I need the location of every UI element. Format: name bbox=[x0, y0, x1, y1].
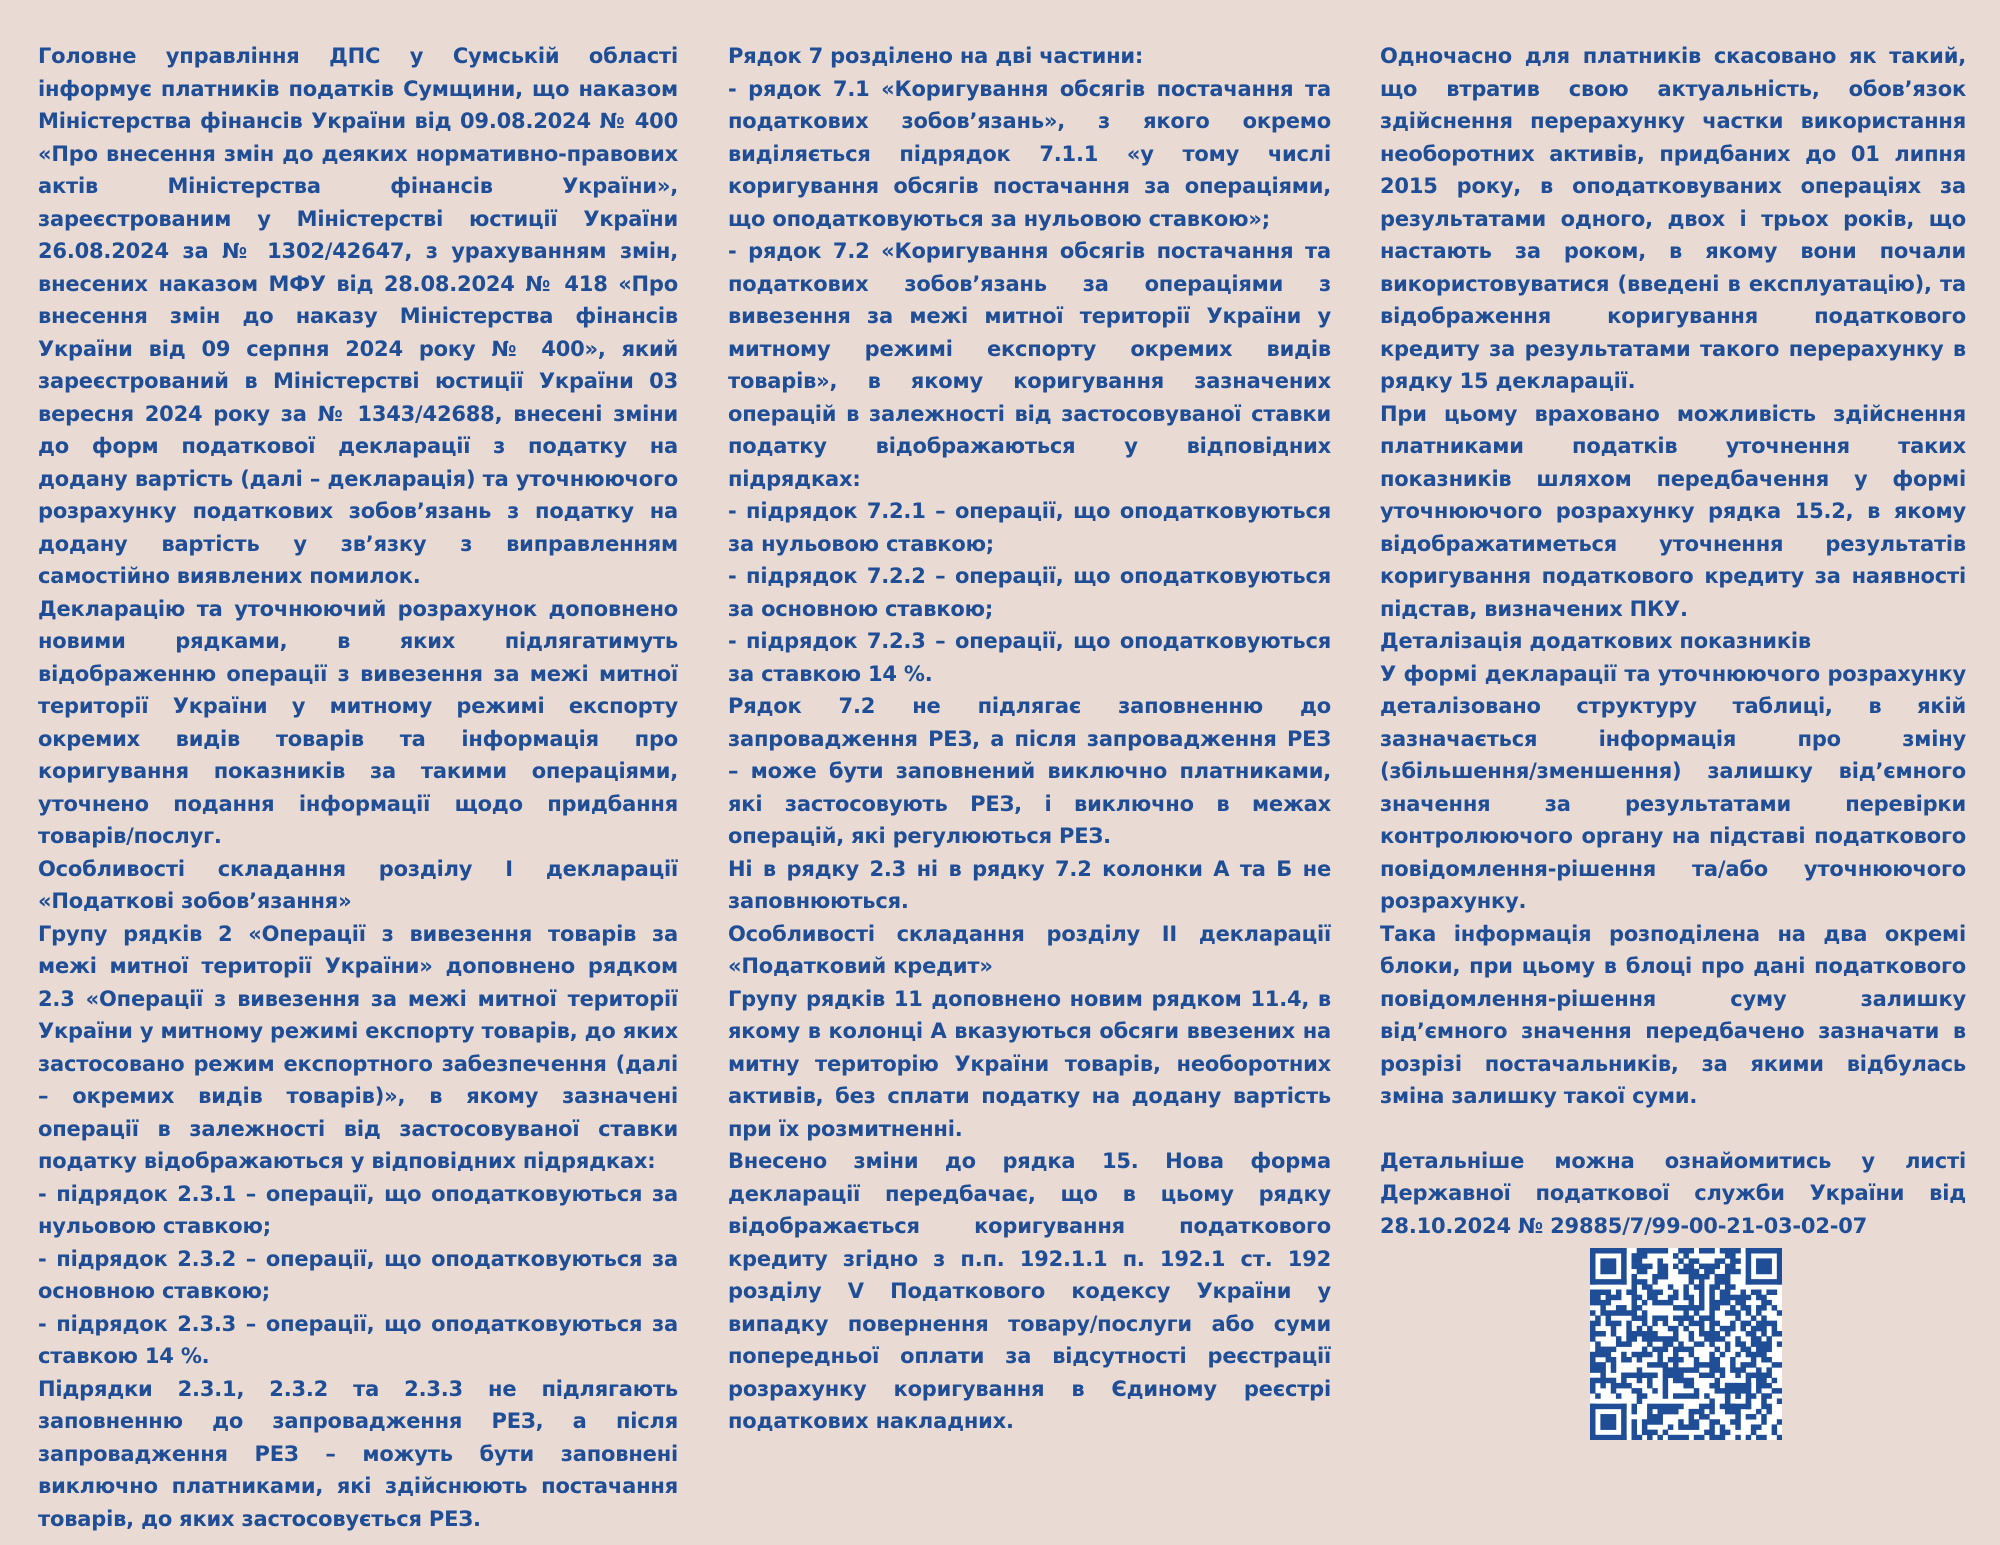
section-heading-details: Деталізація додаткових показників bbox=[1380, 629, 1811, 653]
paragraph-row-2-3: Групу рядків 2 «Операції з вивезення товарів за межі митної території України» доповнено рядком 2.3 «Операції з вивезення за межі митної території України у митному режимі експорту товарів, до яких застосовано режим експортного забезпечення (далі – окремих видів товарів)», в якому зазначені операції в залежності від застосовуваної ставки податку відображаються у відповідних підрядках: bbox=[38, 921, 678, 1173]
section-heading-tax-liabilities: Особливості складання розділу I декларації «Податкові зобов’язання» bbox=[38, 856, 678, 913]
paragraph-new-rows: Декларацію та уточнюючий розрахунок доповнено новими рядками, в яких підлягатимуть відображенню операції з вивезення за межі митної території України у митному режимі експорту окремих видів товарів та інформація про коригування показників за такими операціями, уточнено подання інформації щодо придбання товарів/послуг. bbox=[38, 596, 678, 848]
list-item-7-2-1: - підрядок 7.2.1 – операції, що оподатковуються за нульовою ставкою; bbox=[728, 499, 1331, 556]
text-column-1 bbox=[38, 40, 678, 1535]
paragraph-letter-reference: Детальніше можна ознайомитись у листі Державної податкової служби України від 28.10.2024 № 29885/7/99-00-21-03-02-07 bbox=[1380, 1148, 1966, 1238]
paragraph-row-7: Рядок 7 розділено на дві частини: bbox=[728, 44, 1144, 68]
qr-code-icon bbox=[1590, 1248, 1782, 1440]
list-item-7-2-2: - підрядок 7.2.2 – операції, що оподатковуються за основною ставкою; bbox=[728, 564, 1331, 621]
section-heading-tax-credit: Особливості складання розділу II декларації «Податковий кредит» bbox=[728, 921, 1331, 978]
paragraph-table-structure: У формі декларації та уточнюючого розрахунку деталізовано структуру таблиці, в якій зазначається інформація про зміну (збільшення/зменшення) залишку від’ємного значення за результатами перевірки контролюючого органу на підставі податкового повідомлення-рішення та/або уточнюючого розрахунку. bbox=[1380, 661, 1966, 913]
paragraph-recalculation: Одночасно для платників скасовано як такий, що втратив свою актуальність, обов’язок здійснення перерахунку частки використання необоротних активів, придбаних до 01 липня 2015 року, в оподатковуваних операціях за результатами одного, двох і трьох років, що настають за роком, в якому вони почали використовуватися (введені в експлуатацію), та відображення коригування податкового кредиту за результатами такого перерахунку в рядку 15 декларації. bbox=[1380, 44, 1966, 393]
paragraph-row-15: Внесено зміни до рядка 15. Нова форма декларації передбачає, що в цьому рядку відображається коригування податкового кредиту згідно з п.п. 192.1.1 п. 192.1 ст. 192 розділу V Податкового кодексу України у випадку повернення товару/послуги або суми попередньої оплати за відсутності реєстрації розрахунку коригування в Єдиному реєстрі податкових накладних. bbox=[728, 1149, 1331, 1433]
list-item-2-3-2: - підрядок 2.3.2 – операції, що оподатковуються за основною ставкою; bbox=[38, 1246, 678, 1303]
paragraph-rez-subrows: Підрядки 2.3.1, 2.3.2 та 2.3.3 не підлягають заповненню до запровадження РЕЗ, а після запровадження РЕЗ – можуть бути заповнені виключно платниками, які здійснюють постачання товарів, до яких застосовується РЕЗ. bbox=[38, 1376, 678, 1531]
paragraph-intro: Головне управління ДПС у Сумській області інформує платників податків Сумщини, що наказом Міністерства фінансів України від 09.08.2024 № 400 «Про внесення змін до деяких нормативно-правових актів Міністерства фінансів України», зареєстрованим у Міністерстві юстиції України 26.08.2024 за № 1302/42647, з урахуванням змін, внесених наказом МФУ від 28.08.2024 № 418 «Про внесення змін до наказу Міністерства фінансів України від 09 серпня 2024 року № 400», який зареєстрований в Міністерстві юстиції України 03 вересня 2024 року за № 1343/42688, внесені зміни до форм податкової декларації з податку на додану вартість (далі – декларація) та уточнюючого розрахунку податкових зобов’язань з податку на додану вартість у зв’язку з виправленням самостійно виявлених помилок. bbox=[38, 44, 678, 588]
text-column-3 bbox=[1380, 40, 1966, 1242]
paragraph-columns-a-b: Ні в рядку 2.3 ні в рядку 7.2 колонки А та Б не заповнюються. bbox=[728, 856, 1331, 913]
list-item-7-1: - рядок 7.1 «Коригування обсягів постачання та податкових зобов’язань», з якого окремо виділяється підрядок 7.1.1 «у тому числі коригування обсягів постачання за операціями, що оподатковуються за нульовою ставкою»; bbox=[728, 76, 1331, 231]
list-item-2-3-3: - підрядок 2.3.3 – операції, що оподатковуються за ставкою 14 %. bbox=[38, 1311, 678, 1368]
text-column-2 bbox=[728, 40, 1331, 1438]
list-item-2-3-1: - підрядок 2.3.1 – операції, що оподатковуються за нульовою ставкою; bbox=[38, 1181, 678, 1238]
paragraph-row-15-2: При цьому враховано можливість здійснення платниками податків уточнення таких показників шляхом передбачення у формі уточнюючого розрахунку рядка 15.2, в якому відображатиметься уточнення результатів коригування податкового кредиту за наявності підстав, визначених ПКУ. bbox=[1380, 401, 1966, 621]
paragraph-row-11-4: Групу рядків 11 доповнено новим рядком 11.4, в якому в колонці А вказуються обсяги ввезених на митну територію України товарів, необоротних активів, без сплати податку на додану вартість при їх розмитненні. bbox=[728, 986, 1331, 1141]
list-item-7-2: - рядок 7.2 «Коригування обсягів постачання та податкових зобов’язань за операціями з вивезення за межі митної території України у митному режимі експорту окремих видів товарів», в якому коригування зазначених операцій в залежності від застосовуваної ставки податку відображаються у відповідних підрядках: bbox=[728, 239, 1331, 491]
list-item-7-2-3: - підрядок 7.2.3 – операції, що оподатковуються за ставкою 14 %. bbox=[728, 629, 1331, 686]
paragraph-row-7-2-rez: Рядок 7.2 не підлягає заповненню до запровадження РЕЗ, а після запровадження РЕЗ – може бути заповнений виключно платниками, які застосовують РЕЗ, і виключно в межах операцій, які регулюються РЕЗ. bbox=[728, 694, 1331, 848]
paragraph-blocks: Така інформація розподілена на два окремі блоки, при цьому в блоці про дані податкового повідомлення-рішення суму залишку від’ємного значення передбачено зазначати в розрізі постачальників, за якими відбулась зміна залишку такої суми. bbox=[1380, 921, 1966, 1108]
